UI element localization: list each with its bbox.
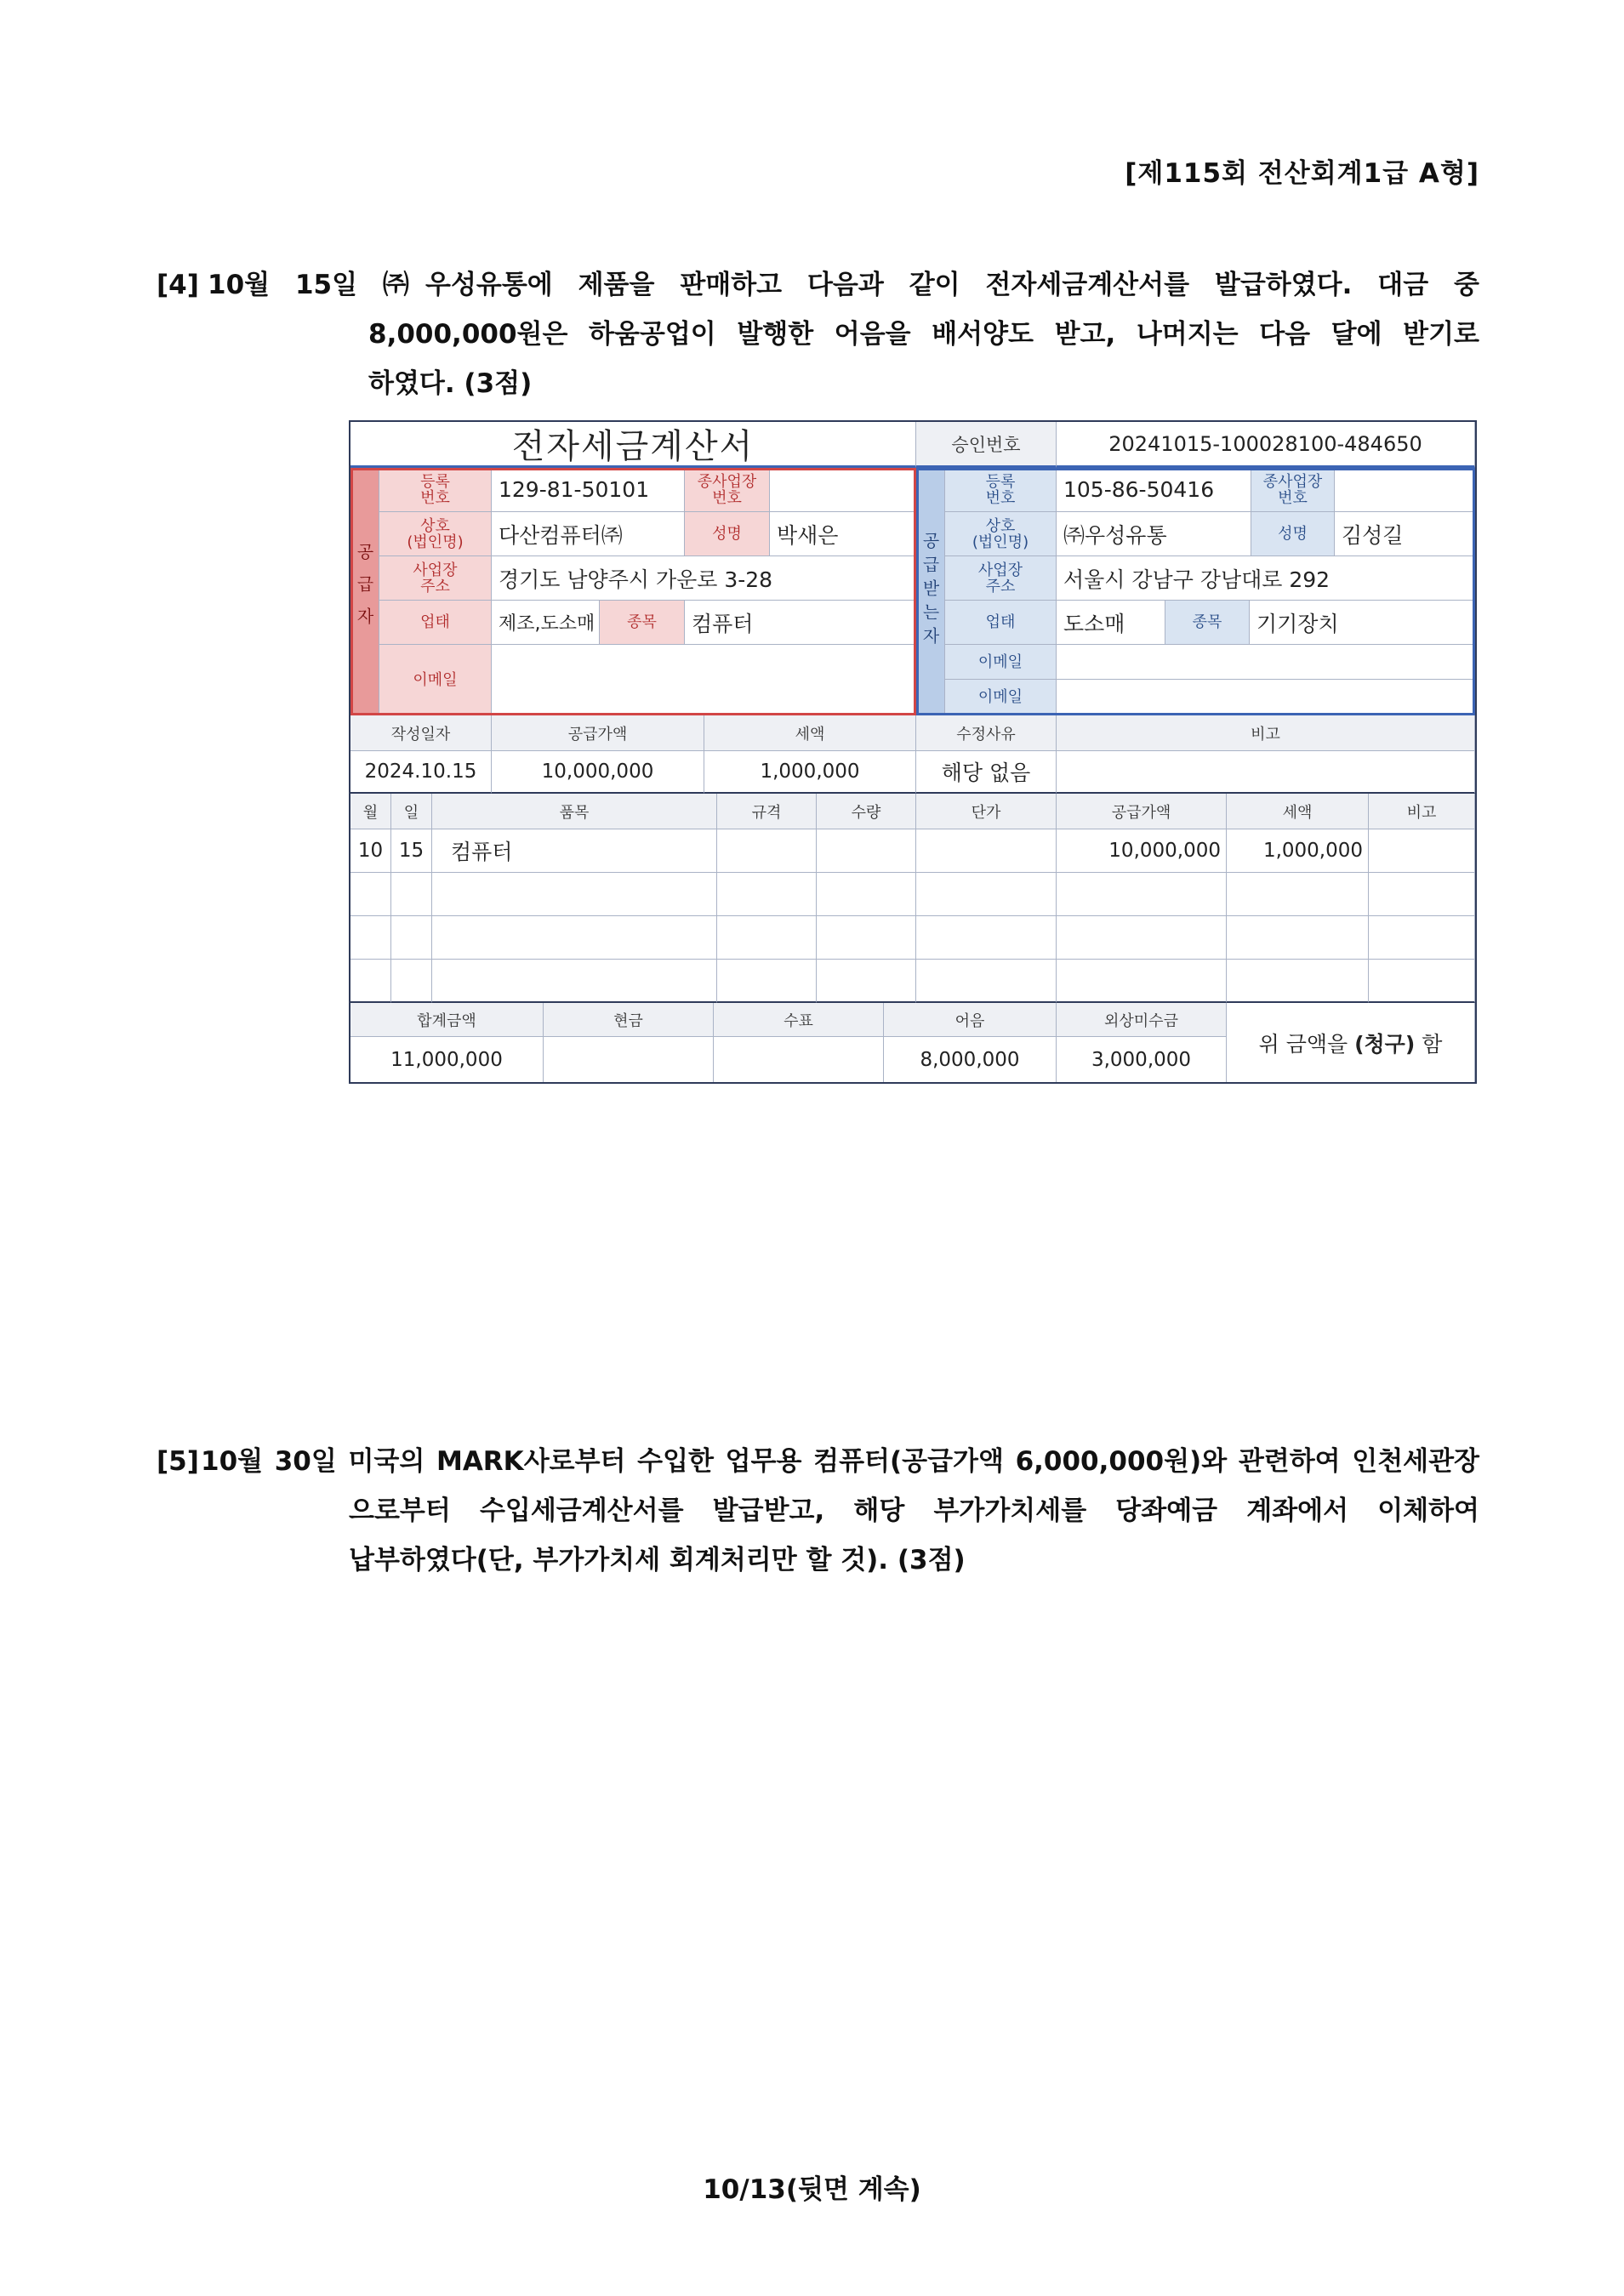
item-supply: 10,000,000: [1057, 829, 1227, 873]
supplier-name: 박새은: [770, 512, 916, 556]
buyer-address-label: 사업장 주소: [945, 556, 1057, 601]
totals-header-cash: 현금: [544, 1003, 714, 1037]
summary-header-supply: 공급가액: [492, 715, 704, 751]
question-text: 8,000,000원은 하움공업이 발행한 어음을 배서양도 받고, 나머지는 다음 달에 받기로: [368, 319, 1479, 350]
summary-supply: 10,000,000: [492, 751, 704, 794]
empty-cell: [1369, 873, 1475, 916]
buyer-side-label: 공급받는자: [916, 468, 945, 715]
summary-reason: 해당 없음: [916, 751, 1057, 794]
summary-tax: 1,000,000: [704, 751, 916, 794]
summary-note: [1057, 751, 1475, 794]
empty-cell: [717, 916, 817, 960]
empty-cell: [717, 960, 817, 1003]
buyer-reg-label: 등록 번호: [945, 468, 1057, 512]
supplier-side-label: 공급자: [350, 468, 379, 715]
supplier-reg-no: 129-81-50101: [492, 468, 685, 512]
empty-cell: [1057, 873, 1227, 916]
approval-label: 승인번호: [916, 422, 1057, 468]
item-note: [1369, 829, 1475, 873]
question-text: 납부하였다(단, 부가가치세 회계처리만 할 것). (3점): [349, 1545, 966, 1575]
empty-cell: [916, 916, 1057, 960]
totals-check: [714, 1037, 884, 1082]
supplier-address-label: 사업장 주소: [379, 556, 492, 601]
items-header-qty: 수량: [817, 794, 916, 829]
buyer-company: ㈜우성유통: [1057, 512, 1251, 556]
summary-header-reason: 수정사유: [916, 715, 1057, 751]
totals-credit: 3,000,000: [1057, 1037, 1227, 1082]
buyer-bizitem-label: 종목: [1165, 601, 1250, 645]
question-text: 하였다. (3점): [368, 368, 533, 399]
buyer-company-label: 상호 (법인명): [945, 512, 1057, 556]
empty-cell: [817, 960, 916, 1003]
buyer-email2: [1057, 680, 1475, 715]
question-text: 10월 30일 미국의 MARK사로부터 수입한 업무용 컴퓨터(공급가액 6,000,000원)와 관련하여 인천세관장: [201, 1446, 1479, 1477]
buyer-branch-label: 종사업장 번호: [1251, 468, 1335, 512]
summary-header-date: 작성일자: [350, 715, 492, 751]
supplier-address: 경기도 남양주시 가운로 3-28: [492, 556, 916, 601]
supplier-bizitem: 컴퓨터: [685, 601, 916, 645]
empty-cell: [817, 916, 916, 960]
totals-header-credit: 외상미수금: [1057, 1003, 1227, 1037]
empty-cell: [391, 960, 432, 1003]
empty-cell: [350, 960, 391, 1003]
buyer-branch: [1335, 468, 1475, 512]
empty-cell: [916, 873, 1057, 916]
supplier-email-label: 이메일: [379, 645, 492, 715]
supplier-reg-label: 등록 번호: [379, 468, 492, 512]
claim-text: 위 금액을 (청구) 함: [1227, 1003, 1475, 1082]
buyer-email2-label: 이메일: [945, 680, 1057, 715]
items-header-price: 단가: [916, 794, 1057, 829]
question-number: [5]: [157, 1446, 199, 1477]
buyer-name-label: 성명: [1251, 512, 1335, 556]
items-header-supply: 공급가액: [1057, 794, 1227, 829]
question-text: 10월 15일 ㈜우성유통에 제품을 판매하고 다음과 같이 전자세금계산서를 발급하였다. 대금 중: [208, 270, 1479, 300]
supplier-name-label: 성명: [685, 512, 770, 556]
buyer-email1: [1057, 645, 1475, 680]
totals-header-total: 합계금액: [350, 1003, 544, 1037]
item-name: 컴퓨터: [432, 829, 717, 873]
electronic-tax-invoice: [349, 420, 1477, 1084]
supplier-bizitem-label: 종목: [600, 601, 685, 645]
buyer-biztype: 도소매: [1057, 601, 1165, 645]
empty-cell: [1227, 960, 1369, 1003]
empty-cell: [1227, 916, 1369, 960]
totals-header-bill: 어음: [884, 1003, 1057, 1037]
summary-date: 2024.10.15: [350, 751, 492, 794]
totals-bill: 8,000,000: [884, 1037, 1057, 1082]
supplier-company-label: 상호 (법인명): [379, 512, 492, 556]
empty-cell: [1369, 916, 1475, 960]
approval-number: 20241015-100028100-484650: [1057, 422, 1475, 468]
summary-header-tax: 세액: [704, 715, 916, 751]
empty-cell: [432, 916, 717, 960]
summary-header-note: 비고: [1057, 715, 1475, 751]
items-header-month: 월: [350, 794, 391, 829]
page-footer: 10/13(뒷면 계속): [703, 2174, 921, 2205]
supplier-biztype-label: 업태: [379, 601, 492, 645]
totals-cash: [544, 1037, 714, 1082]
item-qty: [817, 829, 916, 873]
empty-cell: [432, 873, 717, 916]
invoice-title: 전자세금계산서: [350, 422, 916, 468]
items-header-spec: 규격: [717, 794, 817, 829]
question-4: [157, 260, 1479, 408]
supplier-branch-label: 종사업장 번호: [685, 468, 770, 512]
item-spec: [717, 829, 817, 873]
empty-cell: [717, 873, 817, 916]
buyer-reg-no: 105-86-50416: [1057, 468, 1251, 512]
empty-cell: [391, 873, 432, 916]
empty-cell: [1057, 916, 1227, 960]
items-header-note: 비고: [1369, 794, 1475, 829]
question-text: 으로부터 수입세금계산서를 발급받고, 해당 부가가치세를 당좌예금 계좌에서 이체하여: [349, 1496, 1479, 1526]
buyer-email1-label: 이메일: [945, 645, 1057, 680]
empty-cell: [916, 960, 1057, 1003]
empty-cell: [817, 873, 916, 916]
buyer-bizitem: 기기장치: [1250, 601, 1475, 645]
buyer-name: 김성길: [1335, 512, 1475, 556]
item-month: 10: [350, 829, 391, 873]
supplier-email: [492, 645, 916, 715]
supplier-branch: [770, 468, 916, 512]
totals-total: 11,000,000: [350, 1037, 544, 1082]
item-tax: 1,000,000: [1227, 829, 1369, 873]
empty-cell: [1227, 873, 1369, 916]
exam-header: [제115회 전산회계1급 A형]: [1125, 158, 1479, 189]
items-header-day: 일: [391, 794, 432, 829]
totals-header-check: 수표: [714, 1003, 884, 1037]
empty-cell: [350, 916, 391, 960]
empty-cell: [1057, 960, 1227, 1003]
empty-cell: [391, 916, 432, 960]
supplier-company: 다산컴퓨터㈜: [492, 512, 685, 556]
empty-cell: [350, 873, 391, 916]
buyer-biztype-label: 업태: [945, 601, 1057, 645]
empty-cell: [1369, 960, 1475, 1003]
item-price: [916, 829, 1057, 873]
items-header-tax: 세액: [1227, 794, 1369, 829]
question-5: [157, 1437, 1479, 1585]
items-header-name: 품목: [432, 794, 717, 829]
buyer-address: 서울시 강남구 강남대로 292: [1057, 556, 1475, 601]
question-number: [4]: [157, 270, 199, 300]
empty-cell: [432, 960, 717, 1003]
item-day: 15: [391, 829, 432, 873]
supplier-biztype: 제조,도소매: [492, 601, 600, 645]
